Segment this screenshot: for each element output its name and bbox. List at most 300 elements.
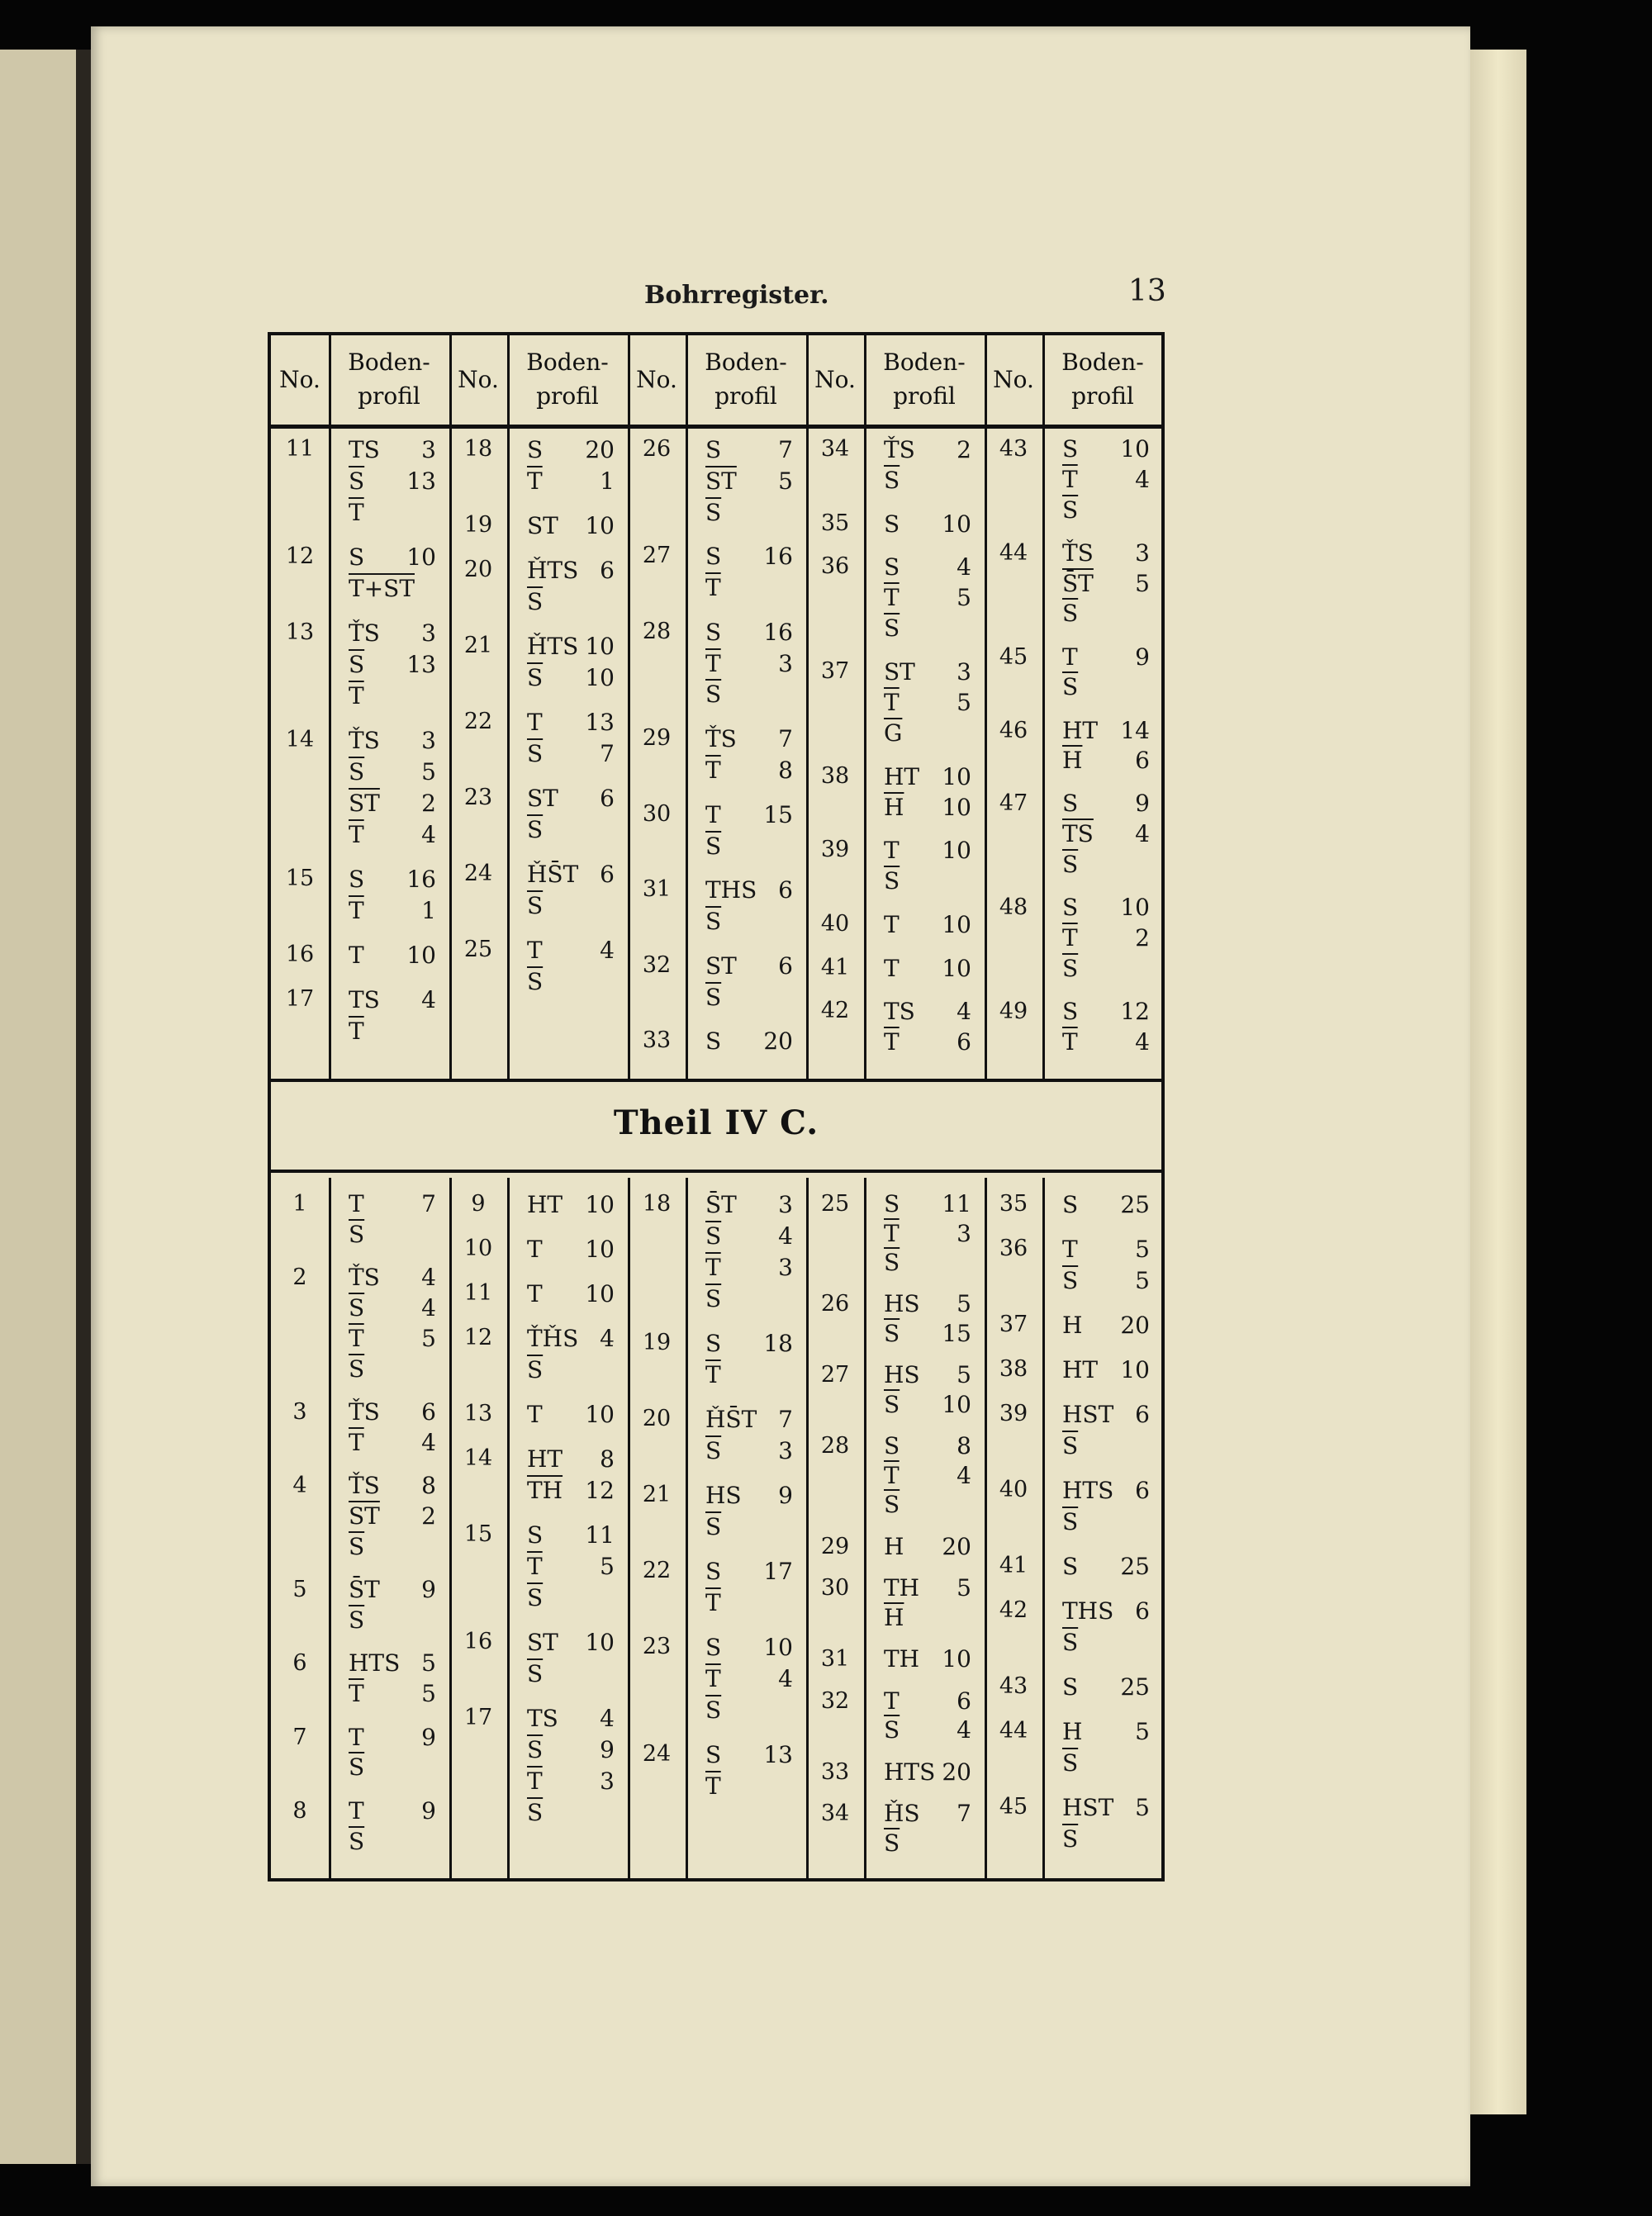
column-rule — [686, 1178, 688, 1878]
column-rule — [329, 1178, 331, 1878]
layer-soil-type: S — [1062, 790, 1079, 818]
profile-layer — [1046, 643, 1161, 673]
lower-soil-profile — [1046, 1551, 1161, 1583]
profile-layer — [689, 1511, 805, 1543]
profile-layer — [867, 909, 983, 940]
lower-soil-profile — [1046, 1310, 1161, 1341]
lower-soil-profile — [332, 1649, 448, 1710]
layer-depth: 10 — [1120, 894, 1150, 922]
lower-boring-no: 21 — [642, 1482, 672, 1507]
upper-boring-no: 21 — [463, 633, 493, 658]
layer-depth: 3 — [421, 619, 436, 647]
profile-layer — [689, 1663, 805, 1695]
header-rule — [329, 335, 331, 425]
layer-depth: 4 — [421, 1428, 436, 1456]
layer-soil-type: THS — [705, 876, 757, 904]
lower-soil-profile — [689, 1632, 805, 1726]
profile-layer — [510, 631, 626, 662]
lower-boring-no: 2 — [292, 1265, 307, 1291]
layer-depth: 6 — [1135, 1477, 1150, 1504]
upper-boring-no: 33 — [642, 1027, 672, 1054]
upper-soil-profile — [689, 800, 805, 862]
profile-layer — [332, 864, 448, 895]
lower-boring-no: 45 — [999, 1794, 1028, 1820]
section-title: Theil IV C. — [613, 1103, 819, 1142]
header-rule — [628, 335, 630, 425]
layer-depth: 2 — [421, 1502, 436, 1530]
layer-depth: 9 — [421, 1796, 436, 1825]
layer-depth: 3 — [778, 1437, 793, 1464]
layer-soil-type: HTS — [1062, 1477, 1114, 1504]
profile-layer — [689, 1284, 805, 1315]
layer-soil-type: S — [705, 1634, 722, 1661]
lower-soil-profile — [332, 1397, 448, 1459]
layer-soil-type: HS — [705, 1482, 742, 1509]
profile-layer — [332, 985, 448, 1016]
profile-layer — [1046, 1399, 1161, 1431]
upper-soil-profile — [689, 724, 805, 786]
layer-soil-type: $\overline{T}$ — [705, 649, 721, 677]
profile-layer — [1046, 893, 1161, 923]
layer-soil-type: $\overline{T}$ — [1062, 1027, 1078, 1056]
profile-layer — [1046, 1596, 1161, 1627]
layer-soil-type: T — [527, 937, 543, 964]
profile-layer — [1046, 1265, 1161, 1297]
layer-soil-type: ŤS — [884, 436, 915, 463]
upper-soil-profile — [332, 618, 448, 712]
layer-soil-type: S — [705, 618, 722, 646]
profile-layer — [867, 1219, 983, 1249]
layer-depth: 10 — [942, 954, 971, 982]
profile-layer — [1046, 1551, 1161, 1583]
lower-soil-profile — [689, 1189, 805, 1315]
layer-soil-type: $\overline{T}$ — [884, 1028, 900, 1056]
layer-soil-type: S — [884, 1432, 900, 1460]
profile-layer — [510, 783, 626, 814]
profile-layer — [689, 1771, 805, 1802]
profile-layer — [332, 1263, 448, 1293]
upper-soil-profile — [510, 631, 626, 694]
layer-soil-type: $\overline{S}$ — [884, 1491, 900, 1519]
layer-depth: 5 — [1135, 1236, 1150, 1263]
profile-layer — [510, 1279, 626, 1310]
layer-soil-type: $\overline{H}$ — [884, 793, 904, 821]
upper-boring-no: 16 — [285, 942, 315, 967]
profile-layer — [510, 434, 626, 466]
profile-layer — [1046, 850, 1161, 880]
lower-soil-profile — [1046, 1355, 1161, 1386]
layer-depth: 13 — [406, 467, 436, 495]
profile-layer — [1046, 1792, 1161, 1824]
layer-depth: 3 — [421, 436, 436, 463]
lower-boring-no: 36 — [999, 1236, 1028, 1261]
profile-layer — [510, 662, 626, 694]
layer-depth: 2 — [957, 436, 971, 463]
profile-layer — [332, 466, 448, 497]
layer-soil-type: $\overline{S}$ — [527, 1660, 544, 1687]
profile-layer — [510, 935, 626, 966]
layer-soil-type: $\overline{S}$ — [527, 1799, 544, 1826]
upper-boring-no: 22 — [463, 709, 493, 734]
table-header — [271, 335, 1161, 429]
upper-soil-profile — [332, 985, 448, 1047]
layer-depth: 7 — [957, 1800, 971, 1828]
layer-soil-type: $\overline{T}$ — [884, 584, 900, 612]
profile-layer — [867, 552, 983, 582]
layer-depth: 3 — [778, 1191, 793, 1218]
column-rule — [864, 1178, 866, 1878]
layer-depth: 6 — [1135, 1401, 1150, 1428]
profile-layer — [510, 1189, 626, 1221]
profile-layer — [867, 582, 983, 613]
layer-soil-type: $\overline{S}$ — [527, 740, 544, 767]
layer-soil-type: ŤS — [349, 1264, 380, 1292]
layer-soil-type: S — [884, 553, 900, 581]
layer-depth: 9 — [1135, 790, 1150, 818]
profile-layer — [689, 1435, 805, 1467]
lower-soil-profile — [510, 1189, 626, 1221]
layer-soil-type: $\overline{T}$ — [705, 1772, 721, 1800]
layer-soil-type: $\overline{S}$ — [1062, 1629, 1079, 1656]
layer-depth: 10 — [942, 510, 971, 538]
layer-soil-type: $\overline{S}$ — [884, 1829, 900, 1857]
lower-boring-no: 31 — [820, 1646, 850, 1673]
profile-layer — [867, 1189, 983, 1219]
layer-soil-type: S — [705, 1027, 722, 1056]
layer-depth: 16 — [763, 618, 793, 646]
upper-boring-no: 37 — [820, 658, 850, 684]
upper-soil-profile — [510, 935, 626, 998]
layer-depth: 13 — [406, 651, 436, 678]
layer-soil-type: S — [349, 866, 365, 893]
lower-soil-profile — [867, 1644, 983, 1674]
layer-soil-type: TH — [884, 1574, 920, 1602]
upper-soil-profile — [510, 434, 626, 497]
layer-depth: 4 — [600, 937, 615, 964]
upper-boring-no: 38 — [820, 762, 850, 789]
layer-soil-type: $\overline{T}$ — [884, 1461, 900, 1489]
header-no-4: No. — [814, 365, 856, 393]
layer-depth: 4 — [421, 1294, 436, 1322]
layer-soil-type: $\overline{S}$ — [349, 651, 365, 678]
lower-soil-profile — [689, 1328, 805, 1391]
lower-soil-profile — [1046, 1792, 1161, 1855]
layer-soil-type: $\overline{S}$ — [349, 1606, 365, 1635]
profile-layer — [510, 890, 626, 922]
profile-layer — [1046, 1189, 1161, 1221]
upper-boring-no: 15 — [285, 866, 315, 891]
layer-depth: 4 — [1135, 820, 1150, 848]
layer-soil-type: S̄T — [705, 1191, 737, 1218]
upper-boring-no: 19 — [463, 512, 493, 538]
profile-layer — [332, 497, 448, 529]
layer-depth: 10 — [1120, 1356, 1150, 1383]
layer-soil-type: S — [1062, 1553, 1079, 1580]
layer-soil-type: $\overline{T}$ — [705, 574, 721, 602]
lower-soil-profile — [689, 1404, 805, 1467]
section-rule-bottom — [271, 1170, 1161, 1173]
profile-layer — [1046, 1716, 1161, 1748]
upper-boring-no: 45 — [999, 643, 1028, 670]
lower-boring-no: 34 — [820, 1801, 850, 1827]
layer-soil-type: $\overline{T}$ — [349, 1324, 364, 1352]
lower-soil-profile — [332, 1575, 448, 1636]
profile-layer — [689, 875, 805, 906]
layer-soil-type: $\overline{S}$ — [1062, 1267, 1079, 1294]
layer-depth: 6 — [600, 557, 615, 584]
profile-layer — [332, 1397, 448, 1428]
lower-boring-no: 4 — [292, 1473, 307, 1499]
profile-layer — [867, 1360, 983, 1390]
upper-soil-profile — [1046, 997, 1161, 1058]
layer-depth: 20 — [585, 436, 615, 463]
layer-soil-type: $\overline{T}$ — [349, 1680, 364, 1708]
layer-soil-type: TH — [884, 1645, 920, 1673]
profile-layer — [332, 1606, 448, 1636]
profile-layer — [332, 681, 448, 712]
layer-soil-type: T — [349, 1723, 364, 1751]
layer-soil-type: ŤS — [705, 725, 737, 753]
layer-depth: 5 — [421, 1649, 436, 1677]
upper-boring-no: 44 — [999, 539, 1028, 566]
bohrregister-table — [268, 332, 1165, 1881]
profile-layer — [332, 1471, 448, 1502]
layer-soil-type: $\overline{S}$ — [884, 615, 900, 643]
layer-depth: 10 — [585, 664, 615, 691]
layer-depth: 7 — [778, 436, 793, 463]
layer-soil-type: $\overline{S}$ — [527, 588, 544, 615]
lower-boring-no: 14 — [463, 1445, 493, 1471]
profile-layer — [332, 573, 448, 605]
upper-boring-no: 27 — [642, 543, 672, 569]
profile-layer — [689, 800, 805, 831]
lower-boring-no: 25 — [820, 1191, 850, 1217]
profile-layer — [510, 510, 626, 542]
lower-soil-profile — [1046, 1189, 1161, 1221]
profile-layer — [332, 1324, 448, 1355]
profile-layer — [689, 1556, 805, 1587]
upper-boring-no: 36 — [820, 553, 850, 580]
upper-soil-profile — [332, 542, 448, 605]
layer-depth: 4 — [600, 1325, 615, 1352]
layer-depth: 10 — [585, 1629, 615, 1656]
layer-depth: 4 — [421, 1264, 436, 1292]
header-rule — [686, 335, 688, 425]
lower-soil-profile — [332, 1471, 448, 1562]
layer-soil-type: $\overline{S}$ — [1062, 954, 1079, 982]
layer-soil-type: S — [705, 1330, 722, 1357]
profile-layer — [332, 649, 448, 681]
upper-soil-profile — [332, 940, 448, 971]
upper-boring-no: 23 — [463, 785, 493, 810]
profile-layer — [332, 1502, 448, 1532]
layer-depth: 5 — [1135, 1267, 1150, 1294]
layer-depth: 8 — [600, 1445, 615, 1473]
layer-depth: 2 — [421, 790, 436, 817]
profile-layer — [689, 1026, 805, 1057]
column-rule — [628, 425, 630, 1079]
layer-depth: 3 — [957, 1219, 971, 1247]
profile-layer — [510, 859, 626, 890]
layer-depth: 10 — [585, 633, 615, 660]
profile-layer — [867, 1687, 983, 1716]
layer-soil-type: $\overline{S}$ — [1062, 1508, 1079, 1535]
layer-depth: 9 — [421, 1723, 436, 1751]
layer-soil-type: S — [705, 436, 722, 463]
layer-soil-type: $\overline{ST}$ — [705, 467, 737, 495]
layer-depth: 9 — [600, 1736, 615, 1763]
layer-soil-type: $\overline{S}$ — [705, 1696, 722, 1724]
profile-layer — [510, 1444, 626, 1475]
upper-soil-profile — [867, 657, 983, 748]
layer-depth: 5 — [957, 1574, 971, 1602]
layer-soil-type: S — [1062, 998, 1079, 1025]
layer-soil-type: HT — [1062, 1356, 1099, 1383]
upper-boring-no: 34 — [820, 436, 850, 462]
profile-layer — [1046, 465, 1161, 496]
layer-soil-type: $\overline{S}$ — [527, 816, 544, 843]
lower-boring-no: 29 — [820, 1533, 850, 1559]
profile-layer — [1046, 539, 1161, 569]
upper-boring-no: 43 — [999, 436, 1028, 462]
layer-soil-type: TS — [349, 986, 380, 1013]
profile-layer — [689, 755, 805, 786]
upper-boring-no: 28 — [642, 618, 672, 644]
layer-soil-type: $\overline{S}$ — [349, 467, 365, 495]
upper-boring-no: 48 — [999, 894, 1028, 921]
layer-depth: 9 — [421, 1576, 436, 1604]
layer-soil-type: $\overline{S}$ — [527, 968, 544, 995]
layer-depth: 10 — [763, 1634, 793, 1661]
layer-soil-type: $\overline{T}$ — [705, 1589, 721, 1616]
profile-layer — [689, 831, 805, 862]
layer-soil-type: $\overline{S}$ — [349, 1355, 365, 1383]
layer-depth: 6 — [778, 951, 793, 980]
layer-soil-type: $\overline{T}$ — [349, 897, 364, 924]
lower-soil-profile — [867, 1289, 983, 1348]
lower-boring-no: 1 — [292, 1191, 307, 1217]
layer-depth: 4 — [1135, 465, 1150, 493]
layer-soil-type: $\overline{S}$ — [1062, 1749, 1079, 1777]
layer-depth: 10 — [942, 793, 971, 821]
layer-depth: 10 — [942, 1645, 971, 1673]
layer-depth: 10 — [406, 543, 436, 571]
profile-layer — [867, 762, 983, 792]
layer-soil-type: THS — [1062, 1597, 1114, 1625]
layer-soil-type: $\overline{T}$ — [705, 1361, 721, 1388]
upper-soil-profile — [332, 864, 448, 927]
layer-depth: 25 — [1120, 1191, 1150, 1218]
layer-soil-type: $\overline{T}$ — [349, 1428, 364, 1456]
lower-soil-profile — [510, 1627, 626, 1690]
profile-layer — [332, 1796, 448, 1827]
profile-layer — [1046, 1824, 1161, 1855]
layer-soil-type: $\overline{S}$ — [705, 498, 722, 526]
lower-boring-no: 12 — [463, 1325, 493, 1350]
lower-boring-no: 8 — [292, 1797, 307, 1824]
layer-soil-type: S — [1062, 1191, 1079, 1218]
header-no-5: No. — [993, 365, 1034, 393]
layer-soil-type: ȞS — [884, 1800, 920, 1828]
layer-soil-type: $\overline{T}$ — [527, 467, 543, 495]
upper-soil-profile — [689, 434, 805, 528]
layer-soil-type: S — [1062, 435, 1079, 463]
layer-soil-type: $\overline{S}$ — [884, 1390, 900, 1418]
upper-soil-profile — [510, 555, 626, 618]
lower-boring-no: 9 — [471, 1191, 486, 1217]
layer-soil-type: HT — [884, 762, 920, 790]
layer-soil-type: ŤS — [349, 1472, 380, 1500]
layer-depth: 10 — [942, 1390, 971, 1418]
upper-boring-no: 25 — [463, 937, 493, 962]
profile-layer — [332, 819, 448, 851]
layer-soil-type: $\overline{H}$ — [884, 1603, 904, 1631]
layer-depth: 5 — [421, 1324, 436, 1352]
layer-soil-type: HT — [527, 1191, 563, 1218]
upper-boring-no: 11 — [285, 436, 315, 462]
layer-soil-type: $\overline{S}$ — [527, 664, 544, 691]
layer-depth: 3 — [778, 649, 793, 677]
profile-layer — [689, 541, 805, 572]
profile-layer — [1046, 569, 1161, 600]
layer-soil-type: S̄T — [349, 1576, 380, 1604]
layer-depth: 6 — [600, 785, 615, 812]
upper-boring-no: 12 — [285, 543, 315, 569]
profile-layer — [689, 679, 805, 710]
profile-layer — [867, 509, 983, 539]
layer-depth: 10 — [942, 837, 971, 865]
layer-soil-type: $\overline{H}$ — [1062, 747, 1083, 775]
lower-boring-no: 41 — [999, 1553, 1028, 1578]
layer-depth: 5 — [778, 467, 793, 495]
lower-soil-profile — [510, 1444, 626, 1507]
layer-soil-type: $\overline{T}$ — [705, 1254, 721, 1281]
upper-boring-no: 17 — [285, 986, 315, 1012]
lower-boring-no: 11 — [463, 1280, 493, 1306]
layer-soil-type: $\overline{T}$ — [1062, 924, 1078, 951]
layer-soil-type: $\overline{ST}$ — [349, 790, 380, 817]
layer-depth: 5 — [957, 1361, 971, 1389]
layer-depth: 4 — [600, 1705, 615, 1732]
layer-soil-type: HTS — [884, 1758, 936, 1786]
layer-depth: 16 — [406, 866, 436, 893]
layer-depth: 12 — [585, 1477, 615, 1504]
layer-soil-type: $\overline{S}$ — [527, 1584, 544, 1611]
profile-layer — [867, 1289, 983, 1319]
layer-depth: 9 — [1135, 643, 1150, 671]
header-no-3: No. — [636, 365, 677, 393]
layer-soil-type: $\overline{S}$ — [884, 1319, 900, 1347]
layer-soil-type: HS — [884, 1290, 920, 1318]
upper-boring-no: 26 — [642, 436, 672, 462]
lower-boring-no: 19 — [642, 1330, 672, 1355]
profile-layer — [689, 1632, 805, 1663]
layer-soil-type: S — [1062, 1673, 1079, 1701]
layer-soil-type: $\overline{S}$ — [1062, 1825, 1079, 1853]
profile-layer — [510, 555, 626, 586]
lower-soil-profile — [867, 1360, 983, 1419]
lower-soil-profile — [1046, 1234, 1161, 1297]
upper-soil-profile — [1046, 716, 1161, 777]
layer-soil-type: $\overline{S}$ — [1062, 600, 1079, 628]
upper-boring-no: 14 — [285, 727, 315, 752]
lower-boring-no: 26 — [820, 1291, 850, 1317]
layer-soil-type: T — [884, 954, 900, 982]
profile-layer — [867, 1461, 983, 1491]
layer-soil-type: T — [884, 911, 900, 939]
lower-soil-profile — [1046, 1475, 1161, 1538]
profile-layer — [867, 792, 983, 823]
